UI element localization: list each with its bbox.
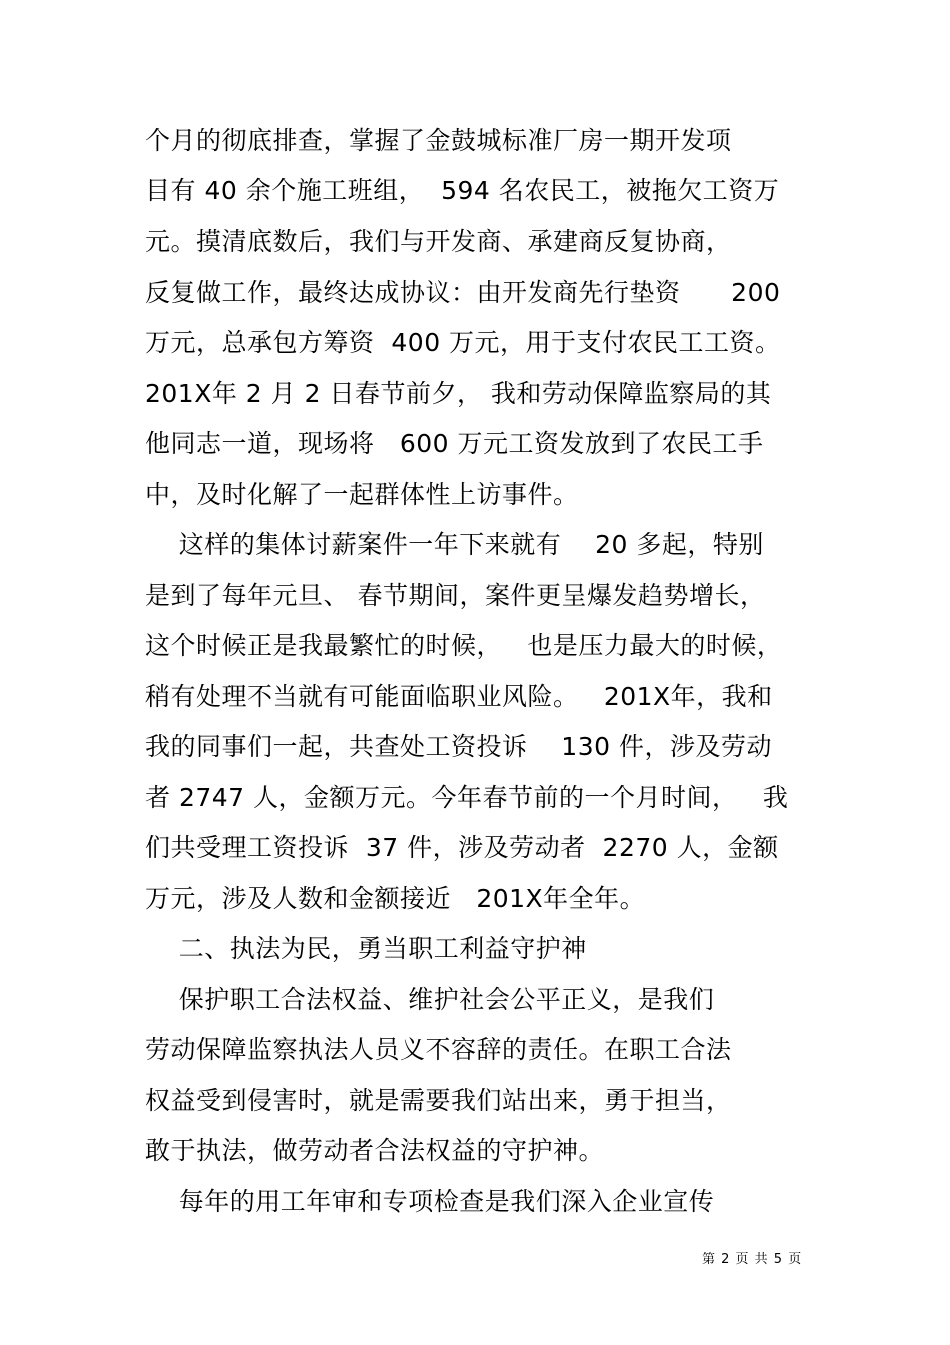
text-line: 万元，涉及人数和金额接近 201X年全年。: [145, 884, 646, 913]
section-heading: 二、执法为民，勇当职工利益守护神: [145, 934, 587, 963]
text-line: 元。摸清底数后，我们与开发商、承建商反复协商，: [145, 227, 732, 256]
text-line: 反复做工作，最终达成协议：由开发商先行垫资 200: [145, 278, 781, 307]
text-line: 每年的用工年审和专项检查是我们深入企业宣传: [145, 1187, 715, 1216]
text-line: 这个时候正是我最繁忙的时候， 也是压力最大的时候，: [145, 631, 783, 660]
text-line: 权益受到侵害时，就是需要我们站出来，勇于担当，: [145, 1086, 732, 1115]
text-line: 敢于执法，做劳动者合法权益的守护神。: [145, 1136, 605, 1165]
text-line: 是到了每年元旦、 春节期间，案件更呈爆发趋势增长，: [145, 581, 766, 610]
text-line: 他同志一道，现场将 600 万元工资发放到了农民工手: [145, 429, 764, 458]
text-line: 保护职工合法权益、维护社会公平正义，是我们: [145, 985, 715, 1014]
text-line: 中，及时化解了一起群体性上访事件。: [145, 480, 579, 509]
text-line: 这样的集体讨薪案件一年下来就有 20 多起，特别: [145, 530, 764, 559]
page-number-footer: 第 2 页 共 5 页: [702, 1252, 803, 1267]
text-line: 者 2747 人，金额万元。今年春节前的一个月时间， 我: [145, 783, 789, 812]
text-line: 个月的彻底排查，掌握了金鼓城标准厂房一期开发项: [145, 126, 732, 155]
text-line: 目有 40 余个施工班组， 594 名农民工，被拖欠工资万: [145, 176, 780, 205]
text-line: 我的同事们一起，共查处工资投诉 130 件，涉及劳动: [145, 732, 772, 761]
text-line: 201X年 2 月 2 日春节前夕， 我和劳动保障监察局的其: [145, 379, 772, 408]
text-line: 们共受理工资投诉 37 件，涉及劳动者 2270 人，金额: [145, 833, 779, 862]
text-line: 稍有处理不当就有可能面临职业风险。 201X年，我和: [145, 682, 773, 711]
text-line: 劳动保障监察执法人员义不容辞的责任。在职工合法: [145, 1035, 732, 1064]
text-line: 万元，总承包方筹资 400 万元，用于支付农民工工资。: [145, 328, 781, 357]
